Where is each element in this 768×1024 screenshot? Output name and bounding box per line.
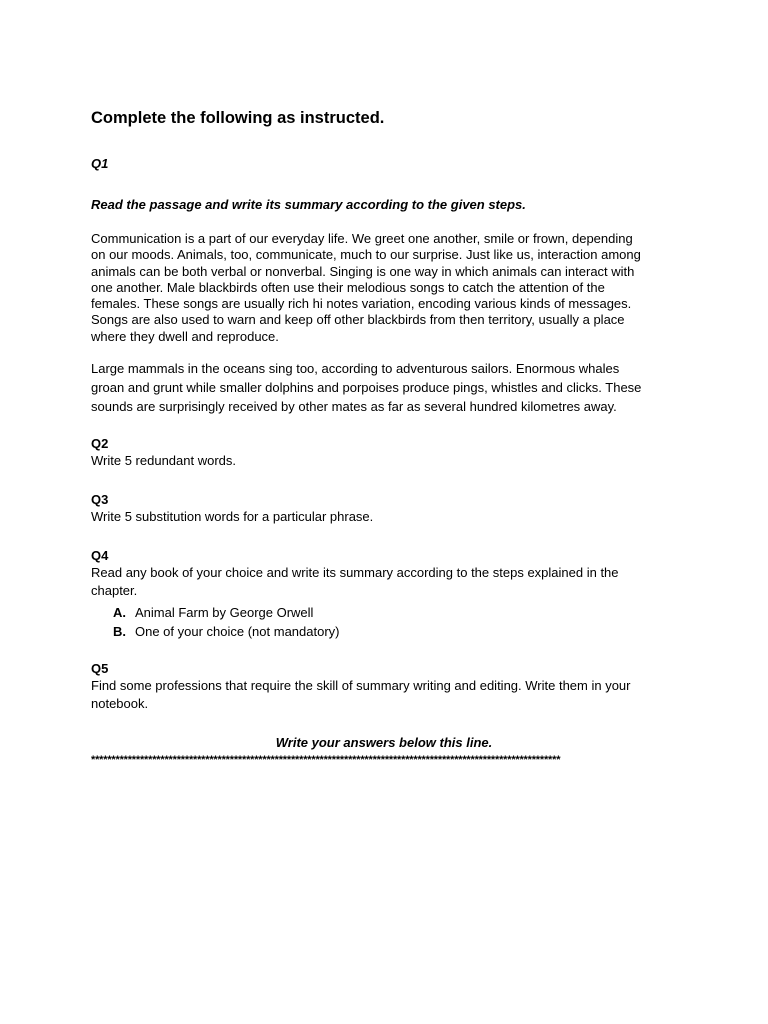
passage-line: on our moods. Animals, too, communicate, much to our surprise. Just like us, interaction among [91, 247, 641, 263]
passage-line: females. These songs are usually rich hi notes variation, encoding various kinds of messages. [91, 296, 632, 312]
q5-text-line: notebook. [91, 695, 149, 711]
list-marker: B. [113, 624, 126, 639]
question-3 [91, 491, 373, 526]
passage-line: groan and grunt while smaller dolphins and porpoises produce pings, whistles and clicks. These [91, 380, 642, 395]
passage-line: Communication is a part of our everyday life. We greet one another, smile or frown, depending [91, 231, 633, 246]
q2-label: Q2 [91, 436, 109, 451]
q2-text: Write 5 redundant words. [91, 453, 236, 468]
q3-label: Q3 [91, 492, 109, 507]
passage-paragraph-2 [91, 359, 691, 416]
list-item-text: Animal Farm by George Orwell [135, 605, 314, 620]
passage-paragraph-1 [91, 231, 681, 345]
passage-line: Large mammals in the oceans sing too, according to adventurous sailors. Enormous whales [91, 361, 620, 376]
q1-label: Q1 [91, 156, 109, 171]
q5-label: Q5 [91, 661, 109, 676]
q3-text: Write 5 substitution words for a particular phrase. [91, 509, 374, 524]
passage-line: animals can be both verbal or nonverbal. Singing is one way in which animals can interact with [91, 263, 635, 279]
list-item [113, 603, 340, 622]
document-title: Complete the following as instructed. [91, 109, 385, 127]
question-5 [91, 660, 631, 712]
q4-options-list [113, 603, 340, 641]
q1-instruction: Read the passage and write its summary according to the given steps. [91, 197, 526, 212]
separator-line: ******************************************************************************************************************* [91, 754, 561, 766]
passage-line: Songs are also used to warn and keep off other blackbirds from then territory, usually a place [91, 312, 625, 328]
passage-line: one another. Male blackbirds often use their melodious songs to catch the attention of the [91, 279, 605, 295]
list-marker: A. [113, 605, 126, 620]
question-2 [91, 435, 236, 470]
list-item [113, 622, 340, 641]
question-4 [91, 547, 619, 599]
q5-text-line: Find some professions that require the skill of summary writing and editing. Write them in your [91, 678, 631, 693]
passage-line: where they dwell and reproduce. [91, 328, 279, 344]
answer-instruction: Write your answers below this line. [275, 735, 493, 750]
q4-label: Q4 [91, 548, 109, 563]
q4-text-line: Read any book of your choice and write its summary according to the steps explained in the [91, 565, 619, 580]
q4-text-line: chapter. [91, 582, 138, 598]
list-item-text: One of your choice (not mandatory) [135, 624, 340, 639]
passage-line: sounds are surprisingly received by other mates as far as several hundred kilometres away. [91, 399, 617, 414]
